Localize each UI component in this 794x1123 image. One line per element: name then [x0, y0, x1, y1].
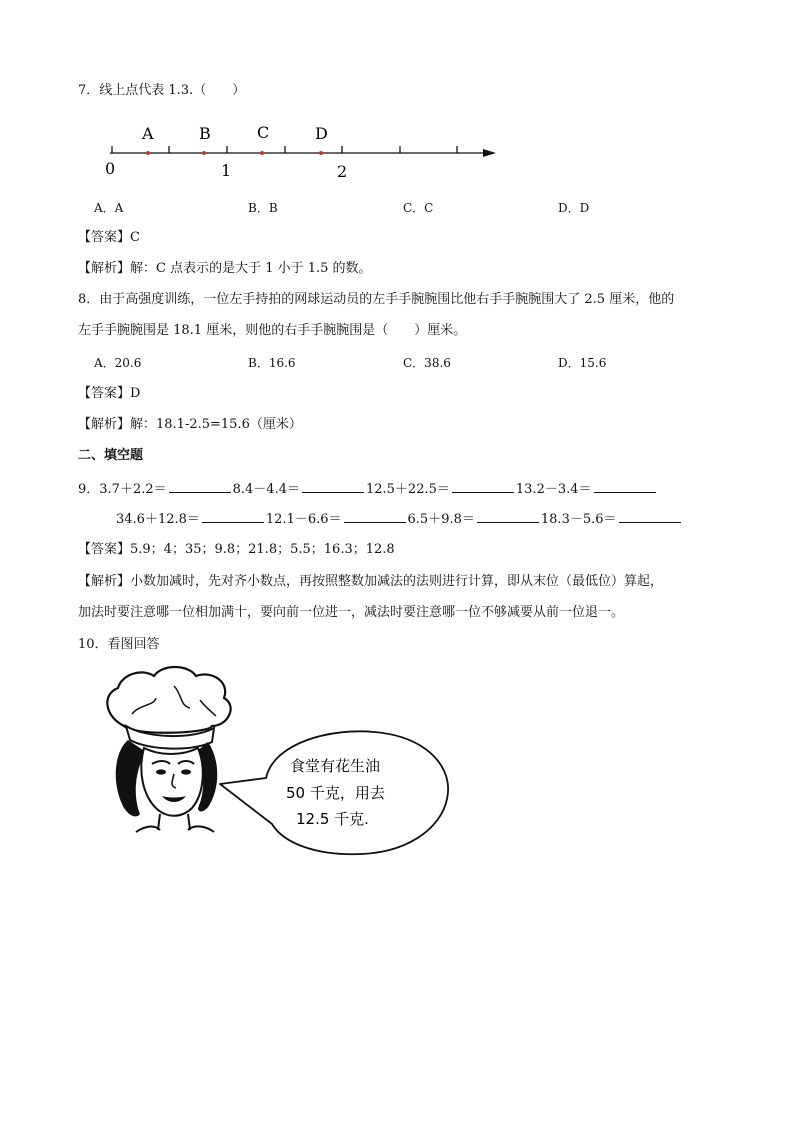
q10-stem: 10．看图回答 — [78, 637, 160, 652]
q8-option-c: C．38.6 — [403, 356, 451, 370]
q9-analysis-line1: 【解析】小数加减时，先对齐小数点，再按照整数加减法的法则进行计算，即从末位（最低位）算起， — [78, 574, 664, 589]
q9-item-8: 18.3－5.6＝ — [540, 512, 617, 527]
answer-blank[interactable] — [169, 480, 231, 493]
q9-analysis-line2: 加法时要注意哪一位相加满十，要向前一位进一，减法时要注意哪一位不够减要从前一位退一。 — [78, 605, 625, 620]
point-label-a: A — [142, 124, 154, 143]
q9-item-4: 13.2－3.4＝ — [515, 482, 592, 497]
q9-item-6: 12.1－6.6＝ — [265, 512, 342, 527]
tick-label-1: 1 — [221, 161, 232, 180]
q9-row1 — [78, 480, 658, 499]
q8-option-d: D．15.6 — [558, 356, 607, 370]
answer-blank[interactable] — [594, 480, 656, 493]
number-line-ticks — [112, 146, 457, 153]
q9-item-3: 12.5＋22.5＝ — [365, 482, 450, 497]
q8-analysis: 【解析】解：18.1-2.5=15.6（厘米） — [78, 417, 302, 432]
tick-label-0: 0 — [105, 159, 116, 178]
point-c — [260, 151, 264, 155]
tick-label-2: 2 — [337, 162, 348, 181]
answer-blank[interactable] — [619, 510, 681, 523]
section-title: 二、填空题 — [78, 448, 144, 463]
q9-item-7: 6.5＋9.8＝ — [407, 512, 475, 527]
q7-option-d: D．D — [558, 201, 590, 215]
q8-stem-line1: 8．由于高强度训练，一位左手持拍的网球运动员的左手手腕腕围比他右手手腕腕围大了 2.5 厘米，他的 — [78, 292, 675, 307]
answer-blank[interactable] — [302, 480, 364, 493]
q9-item-5: 34.6＋12.8＝ — [116, 512, 200, 527]
q7-analysis: 【解析】解：C 点表示的是大于 1 小于 1.5 的数。 — [78, 261, 372, 276]
bubble-line-2: 50 千克，用去 — [286, 784, 385, 802]
point-a — [146, 151, 150, 155]
q8-stem-line2: 左手手腕腕围是 18.1 厘米，则他的右手手腕腕围是（ ）厘米。 — [78, 323, 467, 338]
q9-item-1: 9．3.7＋2.2＝ — [78, 482, 167, 497]
q8-option-a: A．20.6 — [94, 356, 142, 370]
answer-blank[interactable] — [477, 510, 539, 523]
number-line-arrow — [483, 149, 496, 157]
answer-blank[interactable] — [202, 510, 264, 523]
bubble-line-1: 食堂有花生油 — [290, 757, 381, 775]
q7-option-a: A．A — [94, 201, 124, 215]
point-b — [202, 151, 206, 155]
bubble-line-3: 12.5 千克. — [296, 810, 369, 828]
answer-blank[interactable] — [452, 480, 514, 493]
answer-blank[interactable] — [344, 510, 406, 523]
q9-row2 — [116, 510, 683, 529]
point-label-c: C — [257, 123, 270, 142]
q7-option-c: C．C — [403, 201, 434, 215]
point-label-b: B — [199, 124, 211, 143]
speech-bubble — [214, 728, 454, 858]
q8-answer: 【答案】D — [78, 386, 141, 401]
q9-item-2: 8.4－4.4＝ — [232, 482, 300, 497]
number-line-figure — [100, 118, 510, 184]
point-label-d: D — [315, 124, 328, 143]
q7-option-b: B．B — [248, 201, 278, 215]
q7-stem: 7．线上点代表 1.3.（ ） — [78, 83, 246, 98]
q8-option-b: B．16.6 — [248, 356, 296, 370]
q7-answer: 【答案】C — [78, 230, 140, 245]
point-d — [319, 151, 323, 155]
q9-answer: 【答案】5.9；4；35；9.8；21.8；5.5；16.3；12.8 — [78, 542, 395, 557]
